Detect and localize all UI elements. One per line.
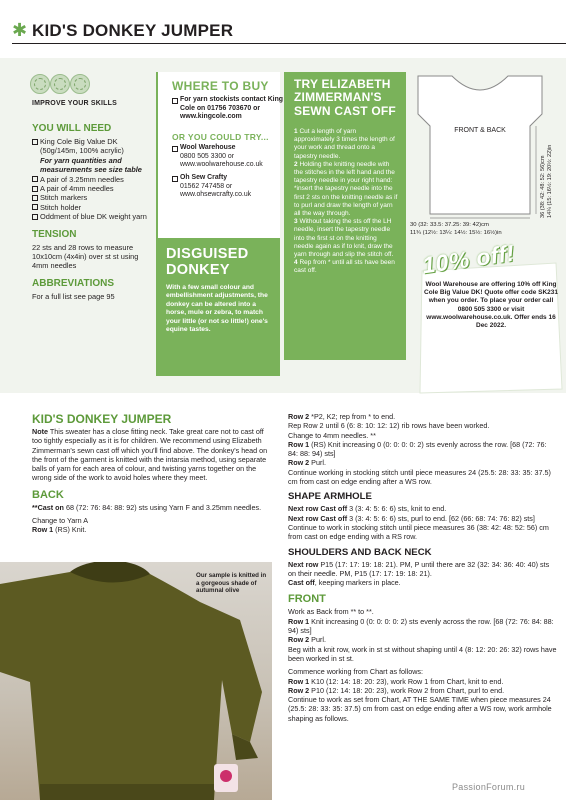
width-size-labels: 30 (32: 33.5: 37.25: 39: 42)cm 11¾ (12½: 13¼: 14½: 15½: 16½)in	[410, 222, 502, 236]
height-in-label: 14¼ (15: 16½: 19: 20½: 22)in	[547, 144, 553, 218]
snowflake-icon: ✱	[12, 20, 28, 41]
need-item: Stitch holder	[32, 203, 152, 212]
stockist-wool-warehouse: Wool Warehouse 0800 505 3300 or www.woolwarehouse.co.uk	[172, 144, 284, 170]
abbreviations-heading: ABBREVIATIONS	[32, 277, 115, 289]
armhole-continue: Continue to work in stocking stitch until piece measures 36 (38: 42: 48: 52: 56) cm from cast on edge ending with a RS row.	[288, 522, 549, 542]
watermark: PassionForum.ru	[452, 782, 526, 792]
abbreviations-text: For a full list see page 95	[32, 291, 115, 301]
need-note: For yarn quantities and measurements see size table	[40, 155, 142, 175]
skills-label: IMPROVE YOUR SKILLS	[32, 100, 117, 107]
where-to-buy-subtitle: OR YOU COULD TRY...	[172, 132, 269, 142]
pattern-column-left	[32, 412, 274, 535]
offer-text: Wool Warehouse are offering 10% off King Cole Big Value DK! Quote offer code SK231 when you order. To place your order call 0800 505 3300 or visit www.woolwarehouse.co.uk. Offer ends 16 Dec 2022.	[424, 281, 558, 330]
disguised-donkey-box	[156, 238, 280, 376]
sewn-cast-off-title: TRY ELIZABETH ZIMMERMAN'S SEWN CAST OFF	[294, 77, 396, 118]
front-final: Continue to work as set from Chart, AT THE SAME TIME when piece measures 24 (25.5: 28: 33: 35: 37.5) cm from cast on edge ending after a WS row, work armhole shaping as follows.	[288, 695, 552, 723]
front-row-2: Row 2 Purl.	[288, 635, 326, 645]
need-item: A pair of 3.25mm needles	[32, 175, 152, 184]
yarn-ball-icon	[70, 74, 90, 94]
checkbox-icon	[32, 176, 38, 182]
front-chart-row-2: Row 2 P10 (12: 14: 18: 20: 23), work Row 2 from Chart, purl to end.	[288, 685, 505, 695]
you-will-need-heading: YOU WILL NEED	[32, 123, 112, 134]
shoulders-heading: SHOULDERS AND BACK NECK	[288, 546, 432, 558]
front-work: Work as Back from ** to **.	[288, 607, 374, 617]
pattern-title: KID'S DONKEY JUMPER	[32, 412, 172, 426]
donkey-icon	[220, 770, 232, 782]
rib-row-2: Row 2 *P2, K2; rep from * to end.	[288, 412, 396, 421]
page-title: KID'S DONKEY JUMPER	[32, 21, 234, 40]
stockist-link[interactable]: www.woolwarehouse.co.uk	[180, 161, 263, 169]
pattern-column-right	[288, 412, 558, 723]
front-row-1: Row 1 Knit increasing 0 (0: 0: 0: 0: 2) sts evenly across the row. [68 (72: 76: 84: 88: 94) sts]	[288, 616, 554, 636]
cast-off-step: 2 Holding the knitting needle with the stitches in the left hand and the tapestry needle in your right hand: *insert the tapestry needle into the first 2 sts on the knitting needle as if to purl and draw the length of yarn all the way through.	[294, 160, 398, 218]
offer-headline: 10% off!	[420, 239, 517, 279]
back-change: Change to Yarn A	[32, 516, 89, 526]
sewn-cast-off-box	[284, 72, 406, 360]
cast-off-step: 1 Cut a length of yarn approximately 3 times the length of your work and thread onto a tapestry needle.	[294, 128, 395, 160]
header-rule	[12, 43, 566, 44]
skills-icons	[30, 74, 90, 96]
needle-change: Change to 4mm needles. **	[288, 430, 376, 440]
armhole-heading: SHAPE ARMHOLE	[288, 491, 372, 503]
body-row-2: Row 2 Purl.	[288, 458, 326, 468]
checkbox-icon	[32, 214, 38, 220]
page-header	[0, 0, 566, 44]
disguised-donkey-title: DISGUISED DONKEY	[166, 246, 249, 278]
body-row-1: Row 1 (RS) Knit increasing 0 (0: 0: 0: 0: 2) sts evenly across the row. [68 (72: 76: 84: 88: 94) sts]	[288, 439, 547, 459]
checkbox-icon	[32, 139, 38, 145]
body-continue: Continue working in stocking stitch until piece measures 24 (25.5: 28: 33: 35: 37.5) cm from cast on edge ending after a WS row.	[288, 467, 551, 487]
yarn-ball-icon	[50, 74, 70, 94]
need-item: Stitch markers	[32, 193, 152, 202]
armhole-row-1: Next row Cast off 3 (3: 4: 5: 6: 6) sts, knit to end.	[288, 504, 447, 514]
back-heading: BACK	[32, 488, 64, 501]
armhole-row-2: Next row Cast off 3 (3: 4: 5: 6: 6) sts, purl to end. [62 (66: 68: 74: 76: 82) sts]	[288, 513, 535, 523]
checkbox-icon	[172, 176, 178, 182]
need-item: Oddment of blue DK weight yarn	[32, 212, 152, 221]
pattern-note: Note This sweater has a close fitting neck. Take great care not to cast off too tightly especially as it is for children. We recommend using Elizabeth Zimmerman's sewn cast off which you'll find above. The donkey's head on the front of the garment is knitted with the intarsia method, using separate balls of yarn for each area of colour, and twisting yarns together on the wrong side of the work to avoid holes where they meet.	[32, 427, 268, 483]
where-to-buy-line: For yarn stockists contact King Cole on 01756 703670 or www.kingcole.com	[172, 96, 284, 122]
shoulders-row: Next row P15 (17: 17: 19: 18: 21). PM, P until there are 32 (32: 34: 36: 40: 40) sts on their needle. PM, P15 (17: 17: 19: 18: 21).	[288, 559, 550, 578]
front-begin: Beg with a knit row, work in st st without shaping until 4 (8: 12: 20: 26: 32) rows have been worked in st st.	[288, 644, 557, 663]
yarn-ball-icon	[30, 74, 50, 94]
tension-heading: TENSION	[32, 228, 77, 240]
need-item: King Cole Big Value DK (50g/145m, 100% acrylic)	[32, 137, 152, 156]
height-cm-label: 36 (38: 42: 48: 52: 56)cm	[540, 155, 546, 218]
sewn-cast-off-steps	[294, 128, 398, 276]
photo-caption: Our sample is knitted in a gorgeous shade of autumnal olive	[196, 572, 267, 595]
stockist-oh-sew-crafty: Oh Sew Crafty 01562 747458 or www.ohsewcrafty.co.uk	[172, 174, 284, 200]
checkbox-icon	[172, 146, 178, 152]
checkbox-icon	[172, 98, 178, 104]
back-row-1: Row 1 (RS) Knit.	[32, 525, 87, 535]
front-commence: Commence working from Chart as follows:	[288, 667, 424, 677]
front-chart-row-1: Row 1 K10 (12: 14: 18: 20: 23), work Row 1 from Chart, knit to end.	[288, 676, 504, 686]
shoulders-cast-off: Cast off, keeping markers in place.	[288, 578, 401, 588]
checkbox-icon	[32, 204, 38, 210]
rib-repeat: Rep Row 2 until 6 (6: 8: 10: 12: 12) rib rows have been worked.	[288, 421, 490, 431]
requirements-column	[32, 123, 152, 301]
need-item: A pair of 4mm needles	[32, 184, 152, 193]
checkbox-icon	[32, 186, 38, 192]
garment-outline	[418, 76, 542, 214]
disguised-donkey-text: With a few small colour and embellishment adjustments, the donkey can be altered into a horse, mule or zebra, to match your little (or not so little!) one's equine tastes.	[166, 284, 268, 334]
back-cast-on: **Cast on 68 (72: 76: 84: 88: 92) sts using Yarn F and 3.25mm needles.	[32, 502, 262, 512]
stockist-link[interactable]: www.ohsewcrafty.co.uk	[180, 191, 252, 199]
where-to-buy-title: WHERE TO BUY	[172, 79, 269, 93]
cast-off-step: 4 Rep from * until all sts have been cast off.	[294, 259, 395, 275]
front-heading: FRONT	[288, 593, 326, 606]
checkbox-icon	[32, 195, 38, 201]
diagram-label: FRONT & BACK	[454, 127, 506, 134]
cast-off-step: 3 Without taking the sts off the LH needle, insert the tapestry needle into the first st on the knitting needle again as if to knit, draw the yarn through and slip the stitch off.	[294, 218, 394, 259]
tension-text: 22 sts and 28 rows to measure 10x10cm (4x4in) over st st using 4mm needles	[32, 242, 139, 271]
